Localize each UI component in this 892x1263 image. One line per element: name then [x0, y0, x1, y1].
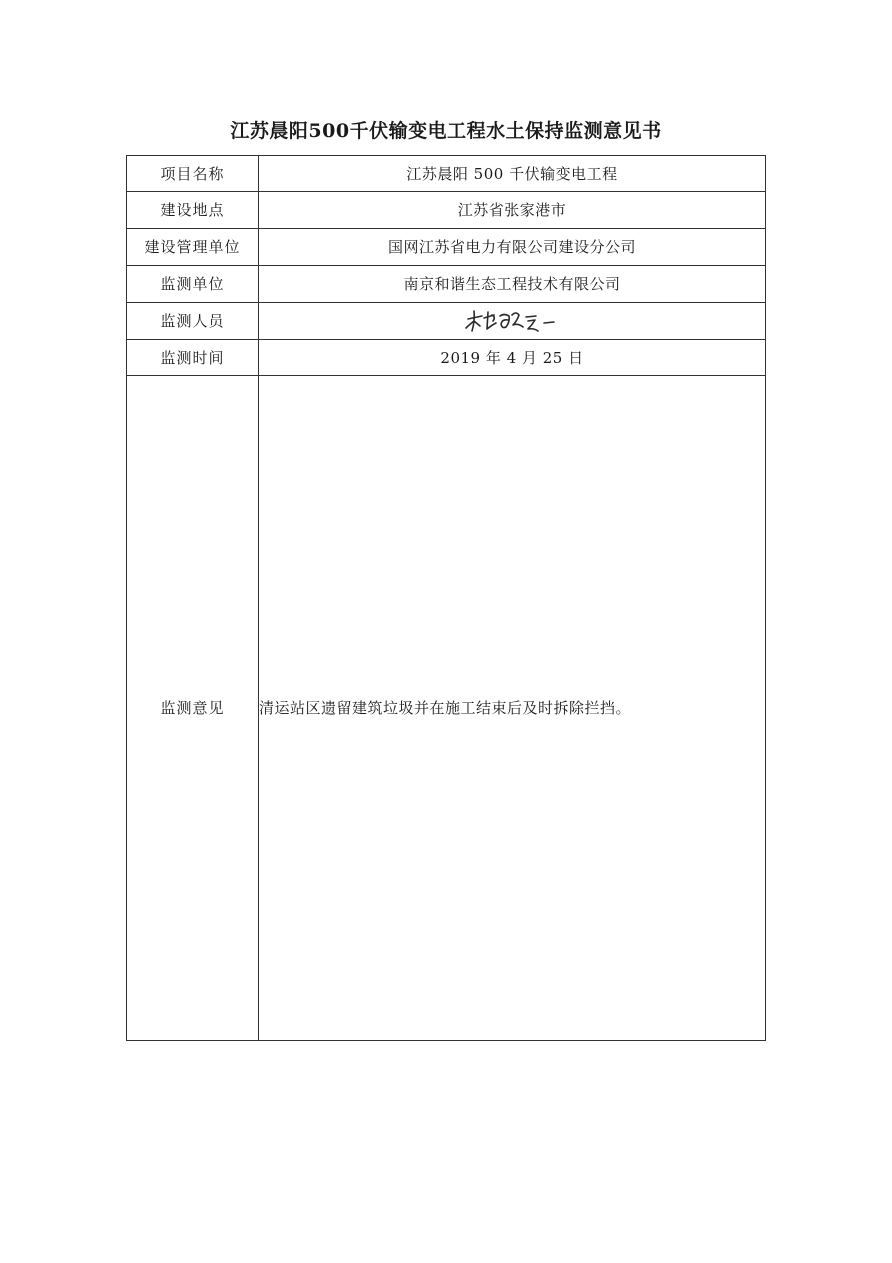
- document-title: 江苏晨阳500千伏输变电工程水土保持监测意见书: [230, 120, 662, 142]
- location-label: 建设地点: [127, 192, 259, 229]
- monitoring-staff-label: 监测人员: [127, 303, 259, 340]
- monitoring-date-value: 2019 年 4 月 25 日: [259, 340, 766, 376]
- form-row-location: [127, 192, 766, 229]
- form-row-monitoring-unit: [127, 266, 766, 303]
- monitoring-date-label: 监测时间: [127, 340, 259, 376]
- form-row-management-unit: [127, 229, 766, 266]
- management-unit-value: 国网江苏省电力有限公司建设分公司: [259, 229, 766, 266]
- monitoring-unit-label: 监测单位: [127, 266, 259, 303]
- management-unit-label: 建设管理单位: [127, 229, 259, 266]
- form-row-project-name: [127, 156, 766, 192]
- form-row-monitoring-staff: [127, 303, 766, 340]
- form-row-monitoring-date: [127, 340, 766, 376]
- monitoring-staff-value: [259, 303, 766, 340]
- opinion-label: 监测意见: [127, 376, 259, 1041]
- opinion-value: 清运站区遗留建筑垃圾并在施工结束后及时拆除拦挡。: [259, 376, 766, 1041]
- project-name-label: 项目名称: [127, 156, 259, 192]
- project-name-value: 江苏晨阳 500 千伏输变电工程: [259, 156, 766, 192]
- handwritten-signature: [462, 307, 562, 335]
- monitoring-opinion-form: [126, 155, 766, 1041]
- form-row-opinion: [127, 376, 766, 1041]
- monitoring-unit-value: 南京和谐生态工程技术有限公司: [259, 266, 766, 303]
- location-value: 江苏省张家港市: [259, 192, 766, 229]
